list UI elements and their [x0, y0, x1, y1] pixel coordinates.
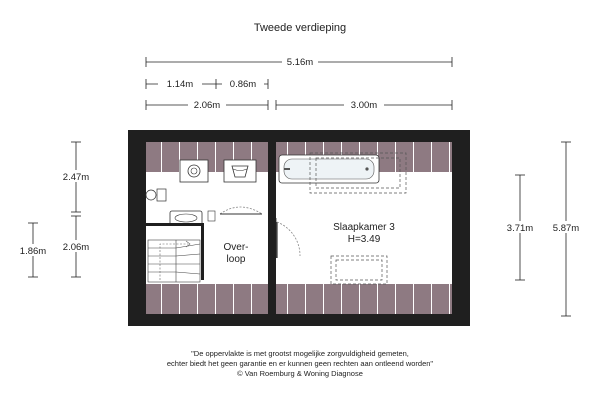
dim-right-width: 3.00m: [350, 100, 378, 111]
page-title: Tweede verdieping: [253, 22, 347, 34]
bedroom-height-label: H=3.49: [347, 234, 381, 245]
disclaimer-line-2: echter biedt het geen garantie en er kunnen geen rechten aan ontleend worden": [166, 359, 434, 368]
copyright-line: © Van Roemburg & Woning Diagnose: [237, 369, 363, 378]
dimension-room-widths: [146, 98, 452, 111]
inner-wall-side: [201, 223, 204, 280]
dim-seg-a: 1.14m: [166, 79, 194, 90]
disclaimer-line-1: "De oppervlakte is met grootst mogelijke zorgvuldigheid gemeten,: [191, 349, 409, 358]
landing-label-line1: Over-: [223, 242, 249, 253]
dimension-right-heights: [500, 142, 586, 316]
bedroom-label: Slaapkamer 3: [333, 222, 395, 233]
roof-slope-bottom-left: [146, 284, 268, 314]
dim-right-inner-height: 3.71m: [506, 223, 534, 234]
washing-machine-icon: [180, 160, 208, 182]
dim-left-upper-height: 2.47m: [62, 172, 90, 183]
partition-wall-upper: [268, 142, 276, 218]
landing-label-line2: loop: [226, 254, 246, 265]
dim-right-total-height: 5.87m: [552, 223, 580, 234]
roof-slope-bottom-right: [276, 284, 452, 314]
dim-left-width: 2.06m: [193, 100, 221, 111]
bathtub-icon: [279, 155, 379, 183]
partition-wall-lower: [268, 258, 276, 314]
dim-left-lower-height: 2.06m: [62, 242, 90, 253]
dim-left-outer-height: 1.86m: [19, 246, 47, 257]
inner-wall-top: [146, 223, 204, 226]
dim-seg-b: 0.86m: [229, 79, 257, 90]
dryer-icon: [224, 160, 256, 182]
dim-total-width: 5.16m: [286, 57, 314, 68]
dimension-left-heights: [13, 142, 96, 277]
dimension-segments: [146, 77, 268, 90]
dimension-total-width: [146, 55, 452, 68]
